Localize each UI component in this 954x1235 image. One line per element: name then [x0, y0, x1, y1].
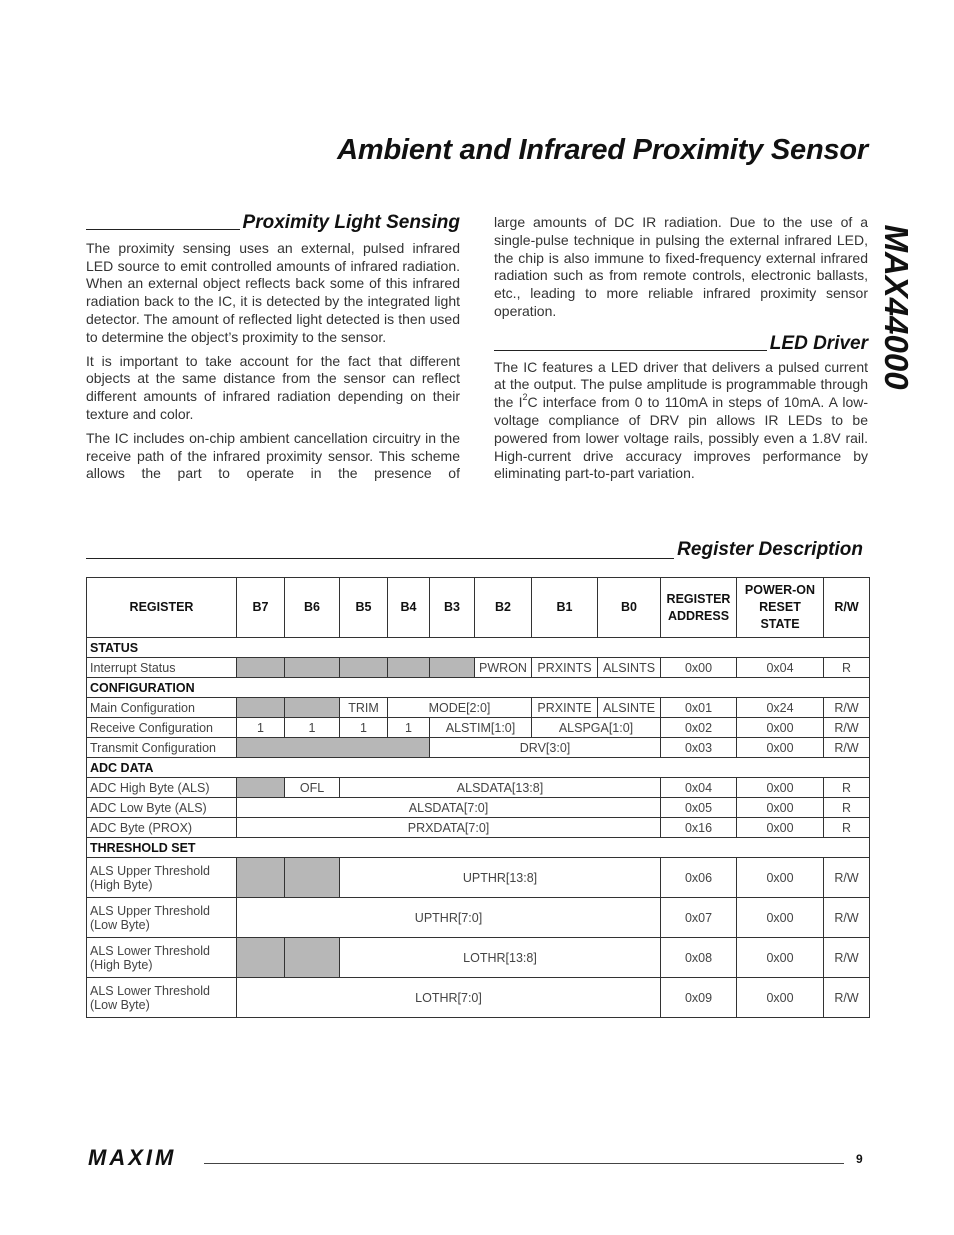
rw-cell: R [824, 798, 870, 818]
footer-rule [204, 1163, 844, 1164]
reserved-cell [285, 698, 340, 718]
led-heading: LED Driver [769, 332, 868, 354]
col-header: B1 [532, 578, 598, 638]
table-row [87, 978, 870, 1018]
col-header: B4 [388, 578, 430, 638]
col-header: B5 [340, 578, 388, 638]
proximity-heading: Proximity Light Sensing [242, 212, 460, 233]
led-text-a: The IC features a LED driver that delivers a pulsed current at the output. The pulse amplitude is programmable through the I [494, 358, 868, 411]
bit-field-cell: PRXDATA[7:0] [237, 818, 661, 838]
bit-cell: 1 [285, 718, 340, 738]
address-cell: 0x16 [661, 818, 737, 838]
bit-field-cell: UPTHR[13:8] [340, 858, 661, 898]
section-label: CONFIGURATION [87, 678, 870, 698]
bit-field-cell: LOTHR[13:8] [340, 938, 661, 978]
bit-cell: 1 [237, 718, 285, 738]
table-row [87, 858, 870, 898]
page-title: Ambient and Infrared Proximity Sensor [337, 134, 868, 166]
reserved-cell [237, 698, 285, 718]
address-cell: 0x03 [661, 738, 737, 758]
reserved-cell [285, 858, 340, 898]
rw-cell: R/W [824, 898, 870, 938]
address-cell: 0x00 [661, 658, 737, 678]
reset-cell: 0x00 [737, 858, 824, 898]
bit-cell: PRXINTS [532, 658, 598, 678]
address-cell: 0x08 [661, 938, 737, 978]
section-label: STATUS [87, 638, 870, 658]
address-cell: 0x01 [661, 698, 737, 718]
bit-cell: PWRON [475, 658, 532, 678]
reset-cell: 0x24 [737, 698, 824, 718]
reserved-cell [430, 658, 475, 678]
table-row [87, 778, 870, 798]
left-column [86, 214, 460, 489]
register-name: Receive Configuration [87, 718, 237, 738]
rw-cell: R [824, 818, 870, 838]
register-table [86, 577, 870, 1018]
table-row [87, 698, 870, 718]
led-section-header [494, 332, 868, 354]
bit-cell: TRIM [340, 698, 388, 718]
register-name: ADC Byte (PROX) [87, 818, 237, 838]
table-row [87, 718, 870, 738]
proximity-paragraph-3-continued: large amounts of DC IR radiation. Due to the use of a single-pulse technique in pulsing the external infrared LED, the chip is also immune to fixed-frequency external infrared radiation such as from remote controls, electronic ballasts, etc., leading to more reliable infrared proximity sensor operation. [494, 214, 868, 319]
reset-cell: 0x00 [737, 778, 824, 798]
reset-cell: 0x00 [737, 798, 824, 818]
reserved-cell [237, 658, 285, 678]
rw-cell: R/W [824, 938, 870, 978]
table-row [87, 798, 870, 818]
register-name: ALS Lower Threshold (Low Byte) [87, 978, 237, 1018]
rw-cell: R/W [824, 718, 870, 738]
led-text-b: C interface from 0 to 110mA in steps of 10mA. A low-voltage compliance of DRV pin allows IR LEDs to be powered from lower voltage rails, possibly even a 1.8V rail. High-current drive accuracy improves performance by eliminating part-to-part variation. [494, 394, 868, 482]
bit-field-cell: ALSTIM[1:0] [430, 718, 532, 738]
reset-cell: 0x04 [737, 658, 824, 678]
rw-cell: R/W [824, 978, 870, 1018]
led-paragraph [494, 359, 868, 484]
reset-cell: 0x00 [737, 818, 824, 838]
address-cell: 0x09 [661, 978, 737, 1018]
table-row [87, 818, 870, 838]
side-part-number [868, 212, 924, 402]
register-name: Transmit Configuration [87, 738, 237, 758]
reserved-cell [237, 938, 285, 978]
reserved-cell [340, 658, 388, 678]
table-header-row [87, 578, 870, 638]
register-name: ALS Upper Threshold (High Byte) [87, 858, 237, 898]
col-header: REGISTER [87, 578, 237, 638]
bit-field-cell: ALSPGA[1:0] [532, 718, 661, 738]
register-section-header [86, 539, 863, 561]
section-row [87, 678, 870, 698]
bit-field-cell: MODE[2:0] [388, 698, 532, 718]
heading-rule [494, 350, 767, 351]
register-name: ALS Upper Threshold (Low Byte) [87, 898, 237, 938]
heading-rule [86, 229, 240, 230]
address-cell: 0x06 [661, 858, 737, 898]
right-column [494, 214, 868, 489]
bit-field-cell: DRV[3:0] [430, 738, 661, 758]
bit-field-cell: ALSDATA[13:8] [340, 778, 661, 798]
reset-cell: 0x00 [737, 898, 824, 938]
led-superscript: 2 [522, 392, 528, 403]
reserved-cell [237, 858, 285, 898]
reset-cell: 0x00 [737, 938, 824, 978]
bit-cell: PRXINTE [532, 698, 598, 718]
section-row [87, 638, 870, 658]
col-header: B7 [237, 578, 285, 638]
col-header: B2 [475, 578, 532, 638]
reserved-cell [285, 938, 340, 978]
rw-cell: R/W [824, 698, 870, 718]
col-header: B6 [285, 578, 340, 638]
rw-cell: R/W [824, 858, 870, 898]
bit-field-cell: ALSDATA[7:0] [237, 798, 661, 818]
rw-cell: R/W [824, 738, 870, 758]
rw-cell: R [824, 658, 870, 678]
address-cell: 0x05 [661, 798, 737, 818]
reserved-cell [237, 738, 430, 758]
address-cell: 0x07 [661, 898, 737, 938]
proximity-paragraph-2: It is important to take account for the fact that different objects at the same distance from the sensor can reflect different amounts of infrared radiation depending on their texture and color. [86, 352, 460, 422]
reserved-cell [388, 658, 430, 678]
register-name: ADC Low Byte (ALS) [87, 798, 237, 818]
bit-field-cell: UPTHR[7:0] [237, 898, 661, 938]
bit-cell: ALSINTE [598, 698, 661, 718]
proximity-paragraph-3: The IC includes on-chip ambient cancellation circuitry in the receive path of the infrared proximity sensor. This scheme allows the part to operate in the presence of [86, 429, 460, 482]
reset-cell: 0x00 [737, 718, 824, 738]
proximity-paragraph-1: The proximity sensing uses an external, pulsed infrared LED source to emit controlled amounts of infrared radiation. When an external object reflects back some of this infrared radiation back to the IC, it is detected by the integrated light detector. The amount of reflected light detected is then used to determine the object’s proximity to the sensor. [86, 239, 460, 345]
reserved-cell [237, 778, 285, 798]
bit-field-cell: LOTHR[7:0] [237, 978, 661, 1018]
register-name: ADC High Byte (ALS) [87, 778, 237, 798]
register-name: Interrupt Status [87, 658, 237, 678]
table-row [87, 938, 870, 978]
bit-cell: ALSINTS [598, 658, 661, 678]
col-header: POWER-ON RESET STATE [737, 578, 824, 638]
bit-cell: OFL [285, 778, 340, 798]
heading-rule [86, 558, 674, 559]
section-row [87, 758, 870, 778]
proximity-section-header [86, 214, 460, 232]
bit-cell: 1 [388, 718, 430, 738]
section-row [87, 838, 870, 858]
register-heading: Register Description [677, 539, 863, 560]
col-header: R/W [824, 578, 870, 638]
reset-cell: 0x00 [737, 738, 824, 758]
section-label: THRESHOLD SET [87, 838, 870, 858]
address-cell: 0x04 [661, 778, 737, 798]
bit-cell: 1 [340, 718, 388, 738]
address-cell: 0x02 [661, 718, 737, 738]
register-name: Main Configuration [87, 698, 237, 718]
register-name: ALS Lower Threshold (High Byte) [87, 938, 237, 978]
section-label: ADC DATA [87, 758, 870, 778]
table-row [87, 738, 870, 758]
col-header: B0 [598, 578, 661, 638]
rw-cell: R [824, 778, 870, 798]
table-row [87, 658, 870, 678]
part-number-label: MAX44000 [878, 224, 915, 390]
reserved-cell [285, 658, 340, 678]
table-row [87, 898, 870, 938]
reset-cell: 0x00 [737, 978, 824, 1018]
maxim-logo: MAXIM [88, 1145, 177, 1170]
page-number: 9 [856, 1152, 863, 1166]
col-header: REGISTER ADDRESS [661, 578, 737, 638]
col-header: B3 [430, 578, 475, 638]
